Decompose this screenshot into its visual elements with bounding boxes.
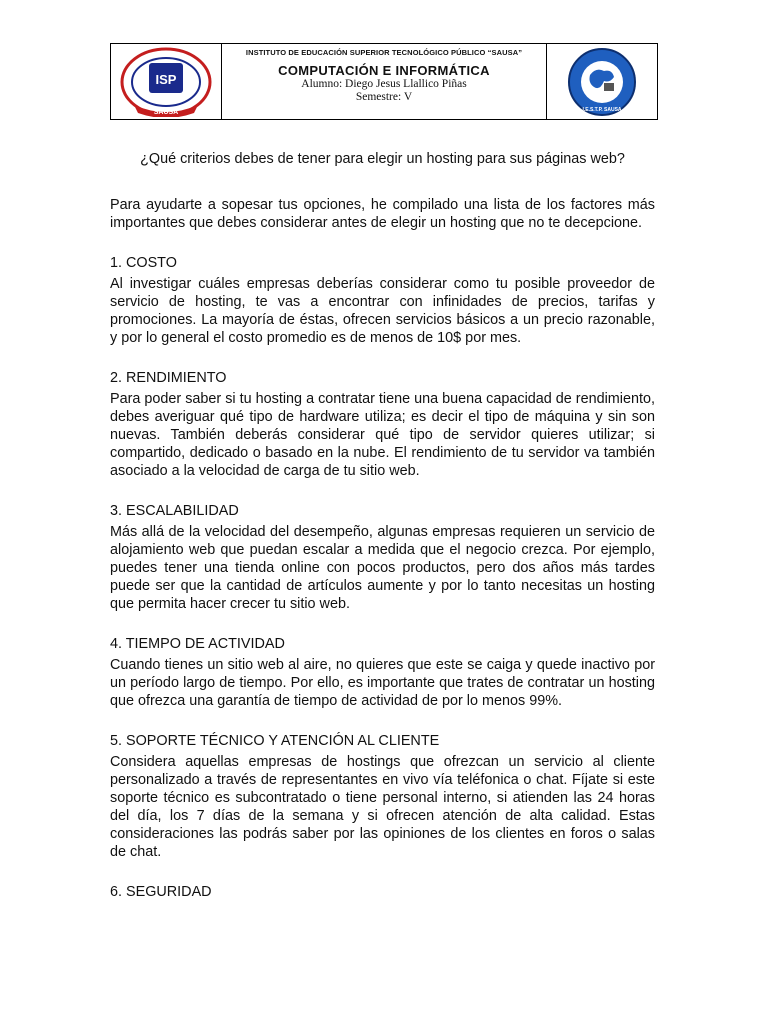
header-title-block [222, 44, 546, 119]
right-logo-cell [546, 44, 657, 119]
institute-name: INSTITUTO DE EDUCACIÓN SUPERIOR TECNOLÓGICO PÚBLICO “SAUSA” [245, 48, 523, 57]
section-title: 3. ESCALABILIDAD [110, 503, 239, 519]
main-question: ¿Qué criterios debes de tener para elegir un hosting para sus páginas web? [140, 151, 625, 167]
section-rendimiento [110, 369, 655, 480]
section-body: Considera aquellas empresas de hostings que ofrezcan un servicio al cliente personalizado a través de representantes en vivo vía teléfonica o chat. Fíjate si este soporte técnico es subcontratado o tiene personal interno, si atienden las 24 horas del día, los 7 días de la semana y si ofrecen atención de alta calidad. Estas consideraciones las podrás saber por las opiniones de los clientes en foros o salas de chat. [110, 754, 655, 860]
section-title: 1. COSTO [110, 255, 177, 271]
section-title: 5. SOPORTE TÉCNICO Y ATENCIÓN AL CLIENTE [110, 733, 440, 749]
section-body: Al investigar cuáles empresas deberías considerar como tu posible proveedor de servicio de hosting, te vas a encontrar con infinidades de precios, tarifas y promociones. La mayoría de éstas, ofrecen servicios básicos a un precio razonable, y por lo general el costo promedio es de menos de 10$ por mes. [110, 276, 655, 346]
svg-text:I.E.S.T.P. SAUSA: I.E.S.T.P. SAUSA [582, 106, 622, 113]
section-seguridad [110, 883, 655, 901]
section-title: 2. RENDIMIENTO [110, 370, 227, 386]
svg-text:ISP: ISP [155, 71, 177, 87]
section-body: Para poder saber si tu hosting a contratar tiene una buena capacidad de rendimiento, debes averiguar qué tipo de hardware utiliza; es decir el tipo de máquina y sin son nuevas. También deberás considerar qué tipo de servidor quieres utilizar; si compartido, dedicado o basado en la nube. El rendimiento de tu servidor va también asociado a la velocidad de carga de tu sitio web. [110, 391, 655, 479]
computacion-informatica-globe-logo-icon [566, 47, 638, 117]
section-title: 6. SEGURIDAD [110, 884, 212, 900]
document-header [110, 43, 658, 120]
svg-text:SAUSA: SAUSA [153, 108, 179, 116]
section-title: 4. TIEMPO DE ACTIVIDAD [110, 636, 285, 652]
section-body: Cuando tienes un sitio web al aire, no quieres que este se caiga y quede inactivo por un período largo de tiempo. Por ello, es importante que trates de contratar un hosting que ofrezca una garantía de tiempo de actividad de por lo menos 99%. [110, 657, 655, 709]
section-escalabilidad [110, 502, 655, 613]
institute-seal-logo-icon [119, 47, 213, 117]
semester-label: Semestre: V [355, 91, 413, 103]
document-body [110, 150, 655, 901]
section-body: Más allá de la velocidad del desempeño, algunas empresas requieren un servicio de alojamiento web que puedan escalar a medida que el negocio crezca. Por ejemplo, puedes tener una tienda online con pocos productos, pero dos años más tardes puede ser que la cantidad de artículos aumente y por lo tanto necesitas un hosting que permita hacer crecer tu sitio web. [110, 524, 655, 612]
section-tiempo-actividad [110, 635, 655, 710]
section-costo [110, 254, 655, 347]
left-logo-cell [111, 44, 222, 119]
department-name: COMPUTACIÓN E INFORMÁTICA [278, 63, 490, 78]
intro-paragraph: Para ayudarte a sopesar tus opciones, he compilado una lista de los factores más importantes que debes considerar antes de elegir un hosting que no te decepcione. [110, 197, 655, 231]
section-soporte-tecnico [110, 732, 655, 861]
student-name: Alumno: Diego Jesus Llallico Piñas [301, 78, 467, 90]
